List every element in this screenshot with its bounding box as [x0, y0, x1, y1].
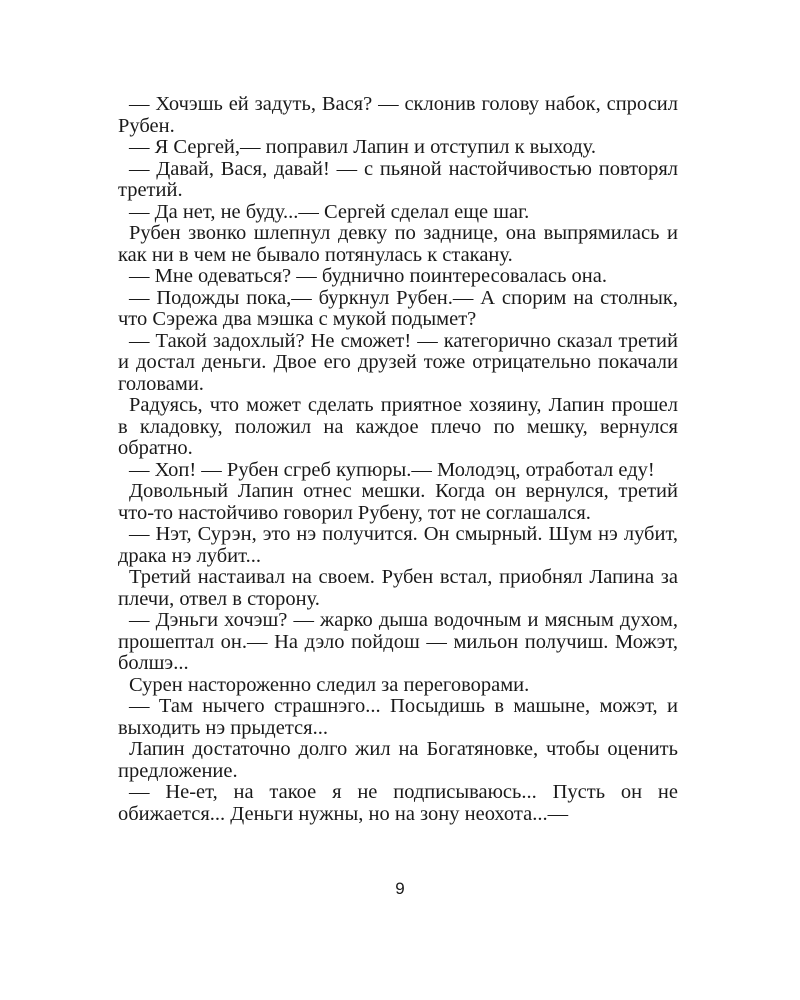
paragraph: — Такой задохлый? Не сможет! — категорично сказал третий и достал деньги. Двое его друзей тоже отрицательно покачали головами.	[118, 329, 678, 395]
paragraph: Рубен звонко шлепнул девку по заднице, она выпрямилась и как ни в чем не бывало потянулась к стакану.	[118, 222, 678, 266]
paragraph: — Хоп! — Рубен сгреб купюры.— Молодэц, отработал еду!	[129, 458, 655, 481]
paragraph: — Я Сергей,— поправил Лапин и отступил к выходу.	[129, 136, 597, 158]
paragraph: Радуясь, что может сделать приятное хозяину, Лапин прошел в кладовку, положил на каждое плечо по мешку, вернулся обратно.	[118, 394, 678, 459]
paragraph: — Не-ет, на такое я не подписываюсь... Пусть он не обижается... Деньги нужны, но на зону неохота...—	[118, 781, 678, 825]
paragraph: — Там нычего страшнэго... Посыдишь в машыне, можэт, и выходить нэ прыдется...	[118, 695, 678, 739]
paragraph: — Нэт, Сурэн, это нэ получится. Он смырный. Шум нэ лубит, драка нэ лубит...	[118, 523, 678, 567]
paragraph: Довольный Лапин отнес мешки. Когда он вернулся, третий что-то настойчиво говорил Рубену, тот не соглашался.	[118, 480, 678, 524]
paragraph: — Дэньги хочэш? — жарко дыша водочным и мясным духом, прошептал он.— На дэло пойдош — мильон получиш. Можэт, болшэ...	[118, 609, 678, 674]
paragraph: — Да нет, не буду...— Сергей сделал еще шаг.	[129, 200, 530, 223]
paragraph: — Подожды пока,— буркнул Рубен.— А спорим на столнык, что Сэрежа два мэшка с мукой подымет?	[118, 286, 678, 330]
page-number: 9	[395, 879, 405, 898]
paragraph: — Давай, Вася, давай! — с пьяной настойчивостью повторял третий.	[118, 157, 678, 201]
paragraph: Лапин достаточно долго жил на Богатяновке, чтобы оценить предложение.	[118, 738, 678, 782]
paragraph: — Мне одеваться? — буднично поинтересовалась она.	[129, 265, 607, 287]
body-text	[118, 94, 678, 825]
paragraph: Третий настаивал на своем. Рубен встал, приобнял Лапина за плечи, отвел в сторону.	[118, 566, 678, 610]
paragraph: — Хочэшь ей задуть, Вася? — склонив голову набок, спросил Рубен.	[118, 93, 678, 137]
paragraph: Сурен настороженно следил за переговорами.	[129, 673, 530, 696]
